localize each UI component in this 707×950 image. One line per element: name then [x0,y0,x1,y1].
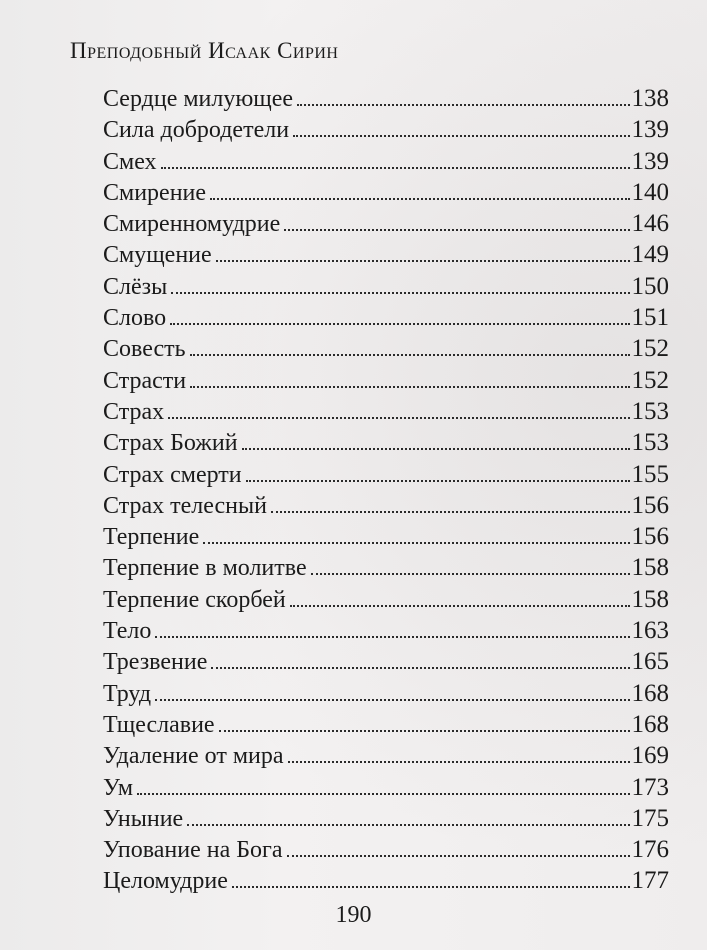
dot-leader [311,573,630,575]
toc-entry [103,208,669,239]
toc-entry [103,302,669,333]
dot-leader [246,480,630,482]
toc-entry [103,552,669,583]
dot-leader [271,511,630,513]
dot-leader [287,855,630,857]
toc-entry-title: Слёзы [103,273,168,300]
toc-entry-title: Терпение [103,524,200,551]
toc-entry [103,521,669,552]
toc-entry-page: 138 [631,85,669,112]
dot-leader [216,260,630,262]
toc-entry-title: Смех [103,148,157,175]
dot-leader [203,542,629,544]
toc-entry-page: 139 [631,147,669,175]
toc-entry [103,772,669,803]
toc-entry [103,365,669,396]
toc-entry [103,803,669,834]
dot-leader [137,793,629,795]
toc-entry-title: Смирение [103,179,207,206]
toc-entry [103,83,669,114]
toc-entry-page: 155 [631,460,669,488]
toc-entry-title: Целомудрие [103,868,228,895]
toc-entry [103,396,669,427]
toc-entry [103,114,669,145]
toc-entry-page: 140 [631,178,669,206]
toc-entry-page: 176 [631,836,669,864]
toc-entry-title: Удаление от мира [103,743,284,770]
dot-leader [297,104,629,106]
toc-entry-title: Труд [103,680,152,707]
toc-entry-title: Трезвение [103,649,208,676]
toc-entry [103,177,669,208]
toc-entry-title: Уныние [103,805,184,832]
toc-entry [103,584,669,615]
dot-leader [155,699,629,701]
toc-entry-title: Ум [103,774,134,801]
toc-entry [103,834,669,865]
toc-entry-page: 158 [631,585,669,613]
dot-leader [170,323,629,325]
dot-leader [211,667,629,669]
toc-entry [103,740,669,771]
toc-entry-page: 168 [631,710,669,738]
toc-entry-page: 168 [631,679,669,707]
toc-entry-title: Совесть [103,336,186,363]
toc-entry-page: 149 [631,241,669,269]
running-head: Преподобный Исаак Сирин [70,38,339,63]
toc-entry-title: Страсти [103,367,187,394]
toc-entry [103,271,669,302]
toc-entry-title: Страх Божий [103,430,238,457]
table-of-contents [103,83,669,897]
toc-entry [103,427,669,458]
toc-entry-title: Тщеславие [103,711,215,738]
toc-entry [103,646,669,677]
toc-entry-title: Смиренномудрие [103,211,281,238]
toc-entry-page: 158 [631,554,669,582]
toc-entry-page: 139 [631,116,669,144]
toc-entry [103,615,669,646]
dot-leader [190,354,630,356]
toc-entry-title: Смущение [103,242,212,269]
toc-entry-title: Страх [103,398,165,425]
toc-entry-page: 152 [631,366,669,394]
toc-entry-title: Сила добродетели [103,117,290,144]
toc-entry [103,709,669,740]
toc-entry-page: 163 [631,617,669,645]
toc-entry [103,146,669,177]
toc-entry [103,239,669,270]
dot-leader [219,730,630,732]
toc-entry-page: 156 [631,491,669,519]
toc-entry-page: 165 [631,648,669,676]
toc-entry-title: Терпение скорбей [103,586,286,613]
dot-leader [171,292,629,294]
toc-entry-page: 156 [631,523,669,551]
toc-entry-title: Сердце милующее [103,86,294,112]
toc-entry-page: 153 [631,397,669,425]
toc-entry-title: Страх смерти [103,461,242,488]
dot-leader [293,135,629,137]
dot-leader [232,886,630,888]
toc-entry [103,678,669,709]
toc-entry-title: Страх телесный [103,492,267,519]
toc-entry-page: 153 [631,429,669,457]
page-number: 190 [335,902,372,928]
dot-leader [288,761,630,763]
toc-entry-page: 150 [631,272,669,300]
toc-entry-title: Слово [103,305,167,332]
toc-entry-title: Тело [103,618,152,645]
toc-entry-title: Терпение в молитве [103,555,307,582]
dot-leader [161,167,630,169]
toc-entry [103,333,669,364]
toc-entry-page: 151 [631,304,669,332]
dot-leader [187,824,629,826]
dot-leader [284,229,629,231]
toc-entry [103,865,669,896]
toc-entry-page: 152 [631,335,669,363]
toc-entry [103,490,669,521]
dot-leader [242,448,630,450]
dot-leader [210,198,629,200]
dot-leader [168,417,629,419]
dot-leader [290,605,630,607]
dot-leader [155,636,629,638]
toc-entry-page: 146 [631,210,669,238]
toc-entry-page: 169 [631,742,669,770]
dot-leader [190,386,629,388]
toc-entry-page: 175 [631,804,669,832]
toc-entry-page: 177 [631,867,669,895]
toc-entry-page: 173 [631,773,669,801]
toc-entry-title: Упование на Бога [103,837,283,864]
toc-entry [103,459,669,490]
